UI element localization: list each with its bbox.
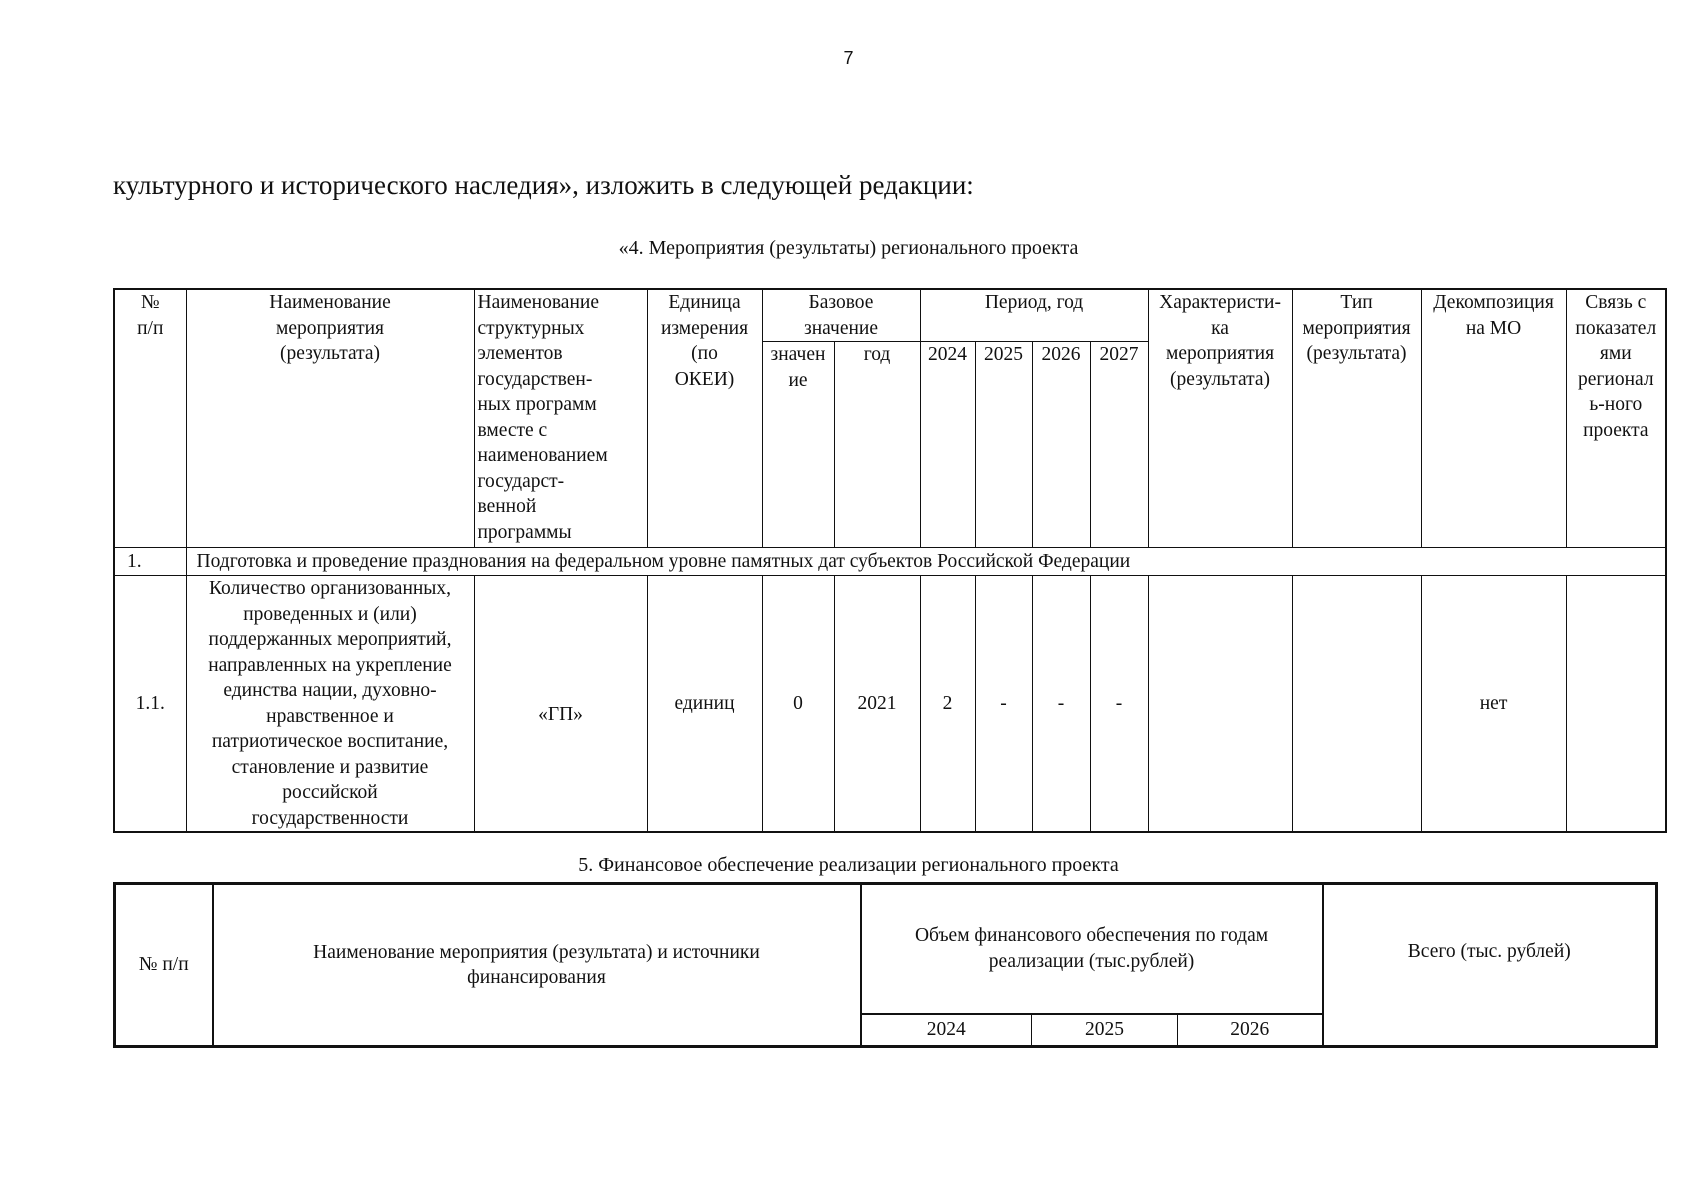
header-character: Характеристи- ка мероприятия (результата) xyxy=(1148,289,1292,548)
row-decomp: нет xyxy=(1421,576,1566,833)
row-2027: - xyxy=(1090,576,1148,833)
row-link xyxy=(1566,576,1666,833)
row-unit: единиц xyxy=(647,576,762,833)
fin-header-total: Всего (тыс. рублей) xyxy=(1323,884,1657,1047)
finance-table xyxy=(113,882,1658,1048)
row-2025: - xyxy=(975,576,1032,833)
row-2024: 2 xyxy=(920,576,975,833)
intro-text: культурного и исторического наследия», изложить в следующей редакции: xyxy=(113,170,974,200)
header-name: Наименование мероприятия (результата) xyxy=(186,289,474,548)
section-row-num: 1. xyxy=(114,548,186,576)
section-4-title: «4. Мероприятия (результаты) регионального проекта xyxy=(618,237,1079,259)
header-base: Базовое значение xyxy=(762,289,920,342)
row-struct: «ГП» xyxy=(474,576,647,833)
row-character xyxy=(1148,576,1292,833)
fin-header-year-2024: 2024 xyxy=(861,1014,1032,1047)
section-5-title: 5. Финансовое обеспечение реализации регионального проекта xyxy=(578,854,1119,876)
header-num: № п/п xyxy=(114,289,186,548)
header-decomp: Декомпозиция на МО xyxy=(1421,289,1566,548)
header-base-value: значен ие xyxy=(762,342,834,548)
fin-header-name: Наименование мероприятия (результата) и источники финансирования xyxy=(213,884,861,1047)
row-type xyxy=(1292,576,1421,833)
fin-header-year-2026: 2026 xyxy=(1178,1014,1323,1047)
header-struct: Наименование структурных элементов государствен- ных программ вместе с наименованием государст- венной программы xyxy=(474,289,647,548)
fin-header-volume: Объем финансового обеспечения по годам реализации (тыс.рублей) xyxy=(861,884,1323,1014)
header-type: Тип мероприятия (результата) xyxy=(1292,289,1421,548)
fin-header-year-2025: 2025 xyxy=(1032,1014,1178,1047)
fin-header-num: № п/п xyxy=(115,884,213,1047)
header-year-2026: 2026 xyxy=(1032,342,1090,548)
header-period: Период, год xyxy=(920,289,1148,342)
header-year-2027: 2027 xyxy=(1090,342,1148,548)
row-name: Количество организованных, проведенных и (или) поддержанных мероприятий, направленных на укрепление единства нации, духовно- нравственное и патриотическое воспитание, становление и развитие российской государственности xyxy=(186,576,474,833)
row-base-year: 2021 xyxy=(834,576,920,833)
section-row xyxy=(114,548,1666,576)
header-link: Связь с показател ями регионал ь-ного проекта xyxy=(1566,289,1666,548)
header-base-year: год xyxy=(834,342,920,548)
row-num: 1.1. xyxy=(114,576,186,833)
header-unit: Единица измерения (по ОКЕИ) xyxy=(647,289,762,548)
section-row-title: Подготовка и проведение празднования на федеральном уровне памятных дат субъектов Российской Федерации xyxy=(186,548,1666,576)
events-table xyxy=(113,288,1667,833)
row-base-value: 0 xyxy=(762,576,834,833)
page-number: 7 xyxy=(843,48,854,68)
header-year-2024: 2024 xyxy=(920,342,975,548)
row-2026: - xyxy=(1032,576,1090,833)
table-row xyxy=(114,576,1666,833)
header-year-2025: 2025 xyxy=(975,342,1032,548)
